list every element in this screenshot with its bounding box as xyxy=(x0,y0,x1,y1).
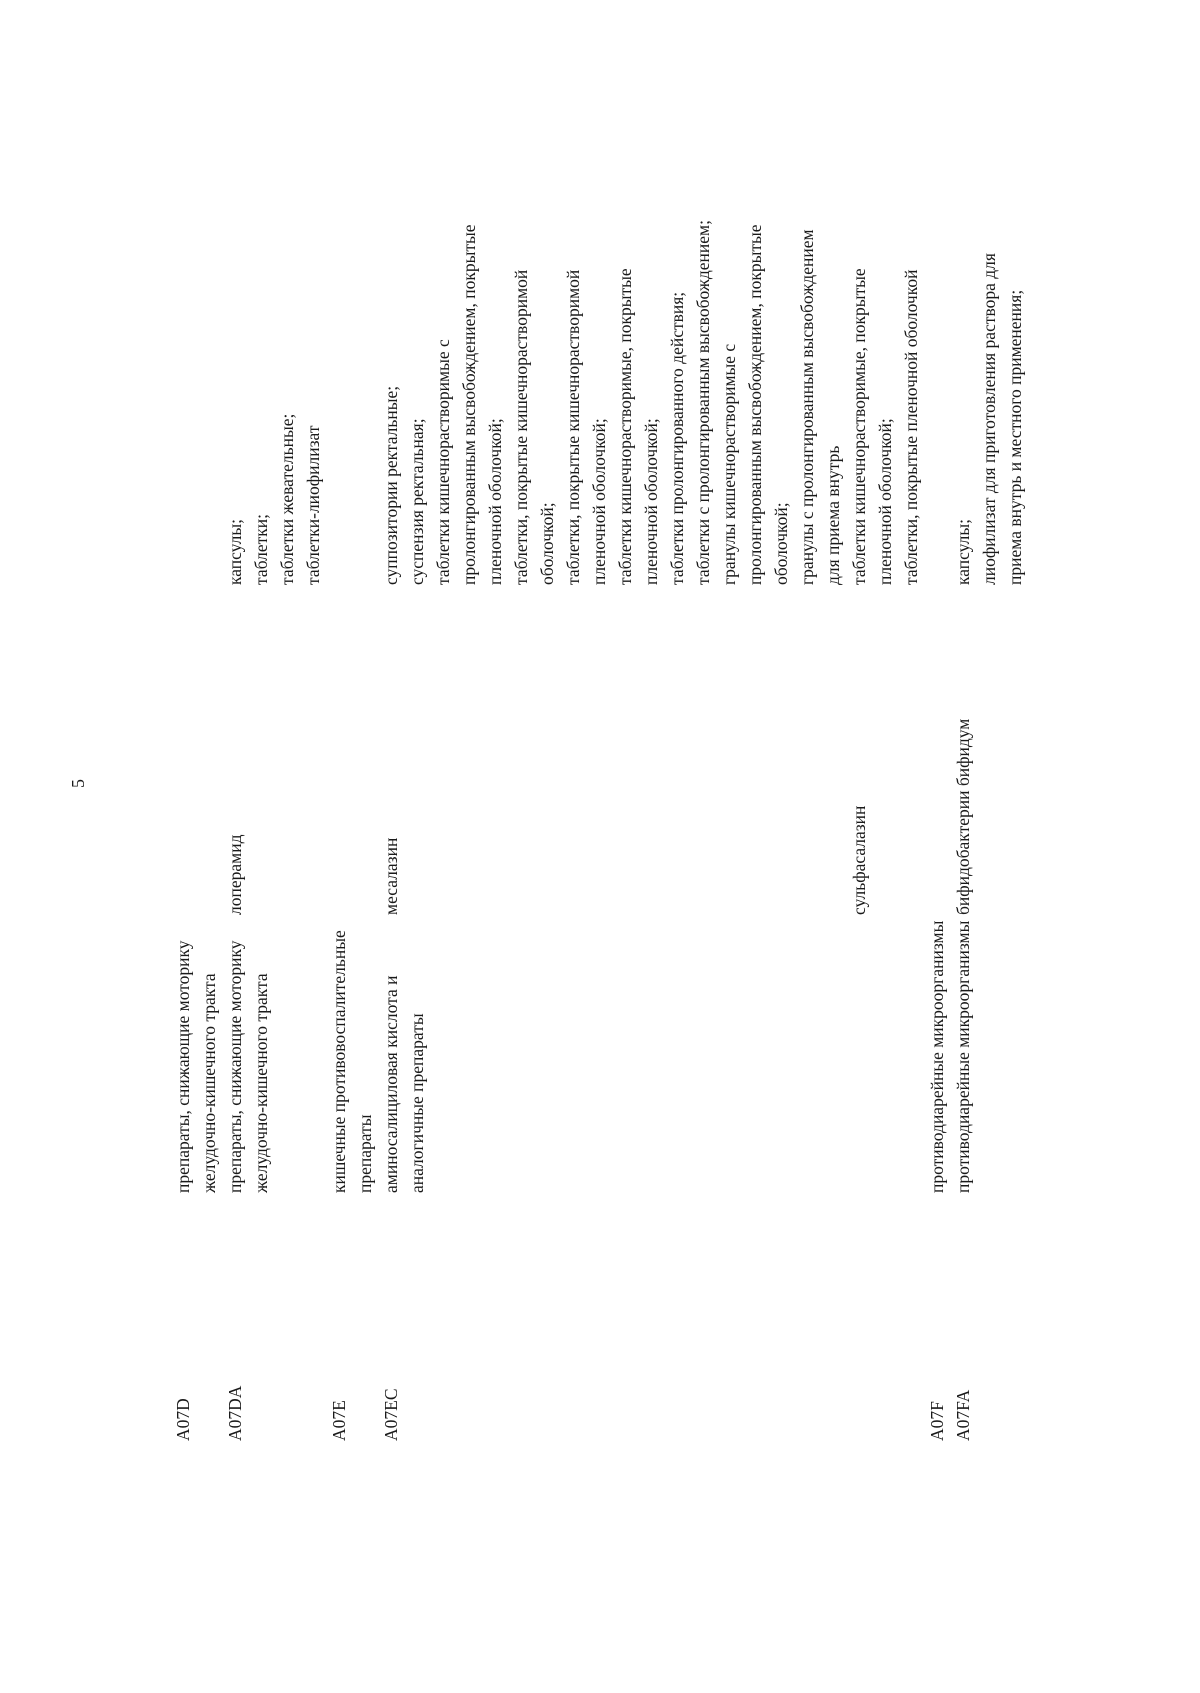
dosage-form: оболочкой; xyxy=(537,502,557,585)
dosage-form: пленочной оболочкой; xyxy=(641,418,661,585)
dosage-form: лиофилизат для приготовления раствора для xyxy=(979,253,999,585)
substance-name: бифидобактерии бифидум xyxy=(953,718,973,915)
dosage-form: суспензия ректальная; xyxy=(407,418,427,585)
dosage-form: гранулы с пролонгированным высвобождением xyxy=(797,229,817,585)
dosage-form: таблетки кишечнорастворимые, покрытые xyxy=(615,268,635,585)
dosage-form: оболочкой; xyxy=(771,502,791,585)
dosage-form: таблетки, покрытые кишечнорастворимой xyxy=(563,269,583,585)
dosage-form: капсулы; xyxy=(953,518,973,585)
dosage-form: таблетки; xyxy=(251,514,271,585)
group-name-line: кишечные противовоспалительные xyxy=(329,930,349,1193)
group-name-line: противодиарейные микроорганизмы xyxy=(953,920,973,1193)
dosage-form: пролонгированным высвобождением, покрытые xyxy=(745,224,765,585)
group-name-line: препараты xyxy=(355,1114,375,1193)
atc-code: A07E xyxy=(329,1400,349,1441)
group-name-line: противодиарейные микроорганизмы xyxy=(927,920,947,1193)
atc-code: A07DA xyxy=(225,1385,245,1441)
dosage-form: пленочной оболочкой; xyxy=(485,418,505,585)
page-number: 5 xyxy=(68,779,88,788)
dosage-form: таблетки кишечнорастворимые с xyxy=(433,339,453,585)
dosage-form: для приема внутрь xyxy=(823,445,843,585)
dosage-form: таблетки, покрытые пленочной оболочкой xyxy=(901,269,921,585)
substance-name: лоперамид xyxy=(225,834,245,915)
dosage-form: таблетки пролонгированного действия; xyxy=(667,291,687,585)
atc-code: A07EC xyxy=(381,1388,401,1441)
group-name-line: аналогичные препараты xyxy=(407,1013,427,1193)
dosage-form: пленочной оболочкой; xyxy=(589,418,609,585)
dosage-form: таблетки с пролонгированным высвобождением; xyxy=(693,220,713,585)
dosage-form: гранулы кишечнорастворимые с xyxy=(719,343,739,585)
dosage-form: приема внутрь и местного применения; xyxy=(1005,289,1025,585)
dosage-form: суппозитории ректальные; xyxy=(381,385,401,585)
group-name-line: препараты, снижающие моторику xyxy=(173,940,193,1193)
atc-code: A07D xyxy=(173,1398,193,1441)
dosage-form: таблетки-лиофилизат xyxy=(303,425,323,585)
dosage-form: таблетки жевательные; xyxy=(277,413,297,585)
dosage-form: пленочной оболочкой; xyxy=(875,418,895,585)
group-name-line: препараты, снижающие моторику xyxy=(225,940,245,1193)
group-name-line: аминосалициловая кислота и xyxy=(381,975,401,1193)
dosage-form: капсулы; xyxy=(225,518,245,585)
dosage-form: таблетки кишечнорастворимые, покрытые xyxy=(849,268,869,585)
substance-name: сульфасалазин xyxy=(849,805,869,915)
substance-name: месалазин xyxy=(381,837,401,915)
group-name-line: желудочно-кишечного тракта xyxy=(199,973,219,1193)
atc-code: A07FA xyxy=(953,1389,973,1441)
group-name-line: желудочно-кишечного тракта xyxy=(251,973,271,1193)
dosage-form: пролонгированным высвобождением, покрытые xyxy=(459,224,479,585)
dosage-form: таблетки, покрытые кишечнорастворимой xyxy=(511,269,531,585)
atc-code: A07F xyxy=(927,1401,947,1441)
